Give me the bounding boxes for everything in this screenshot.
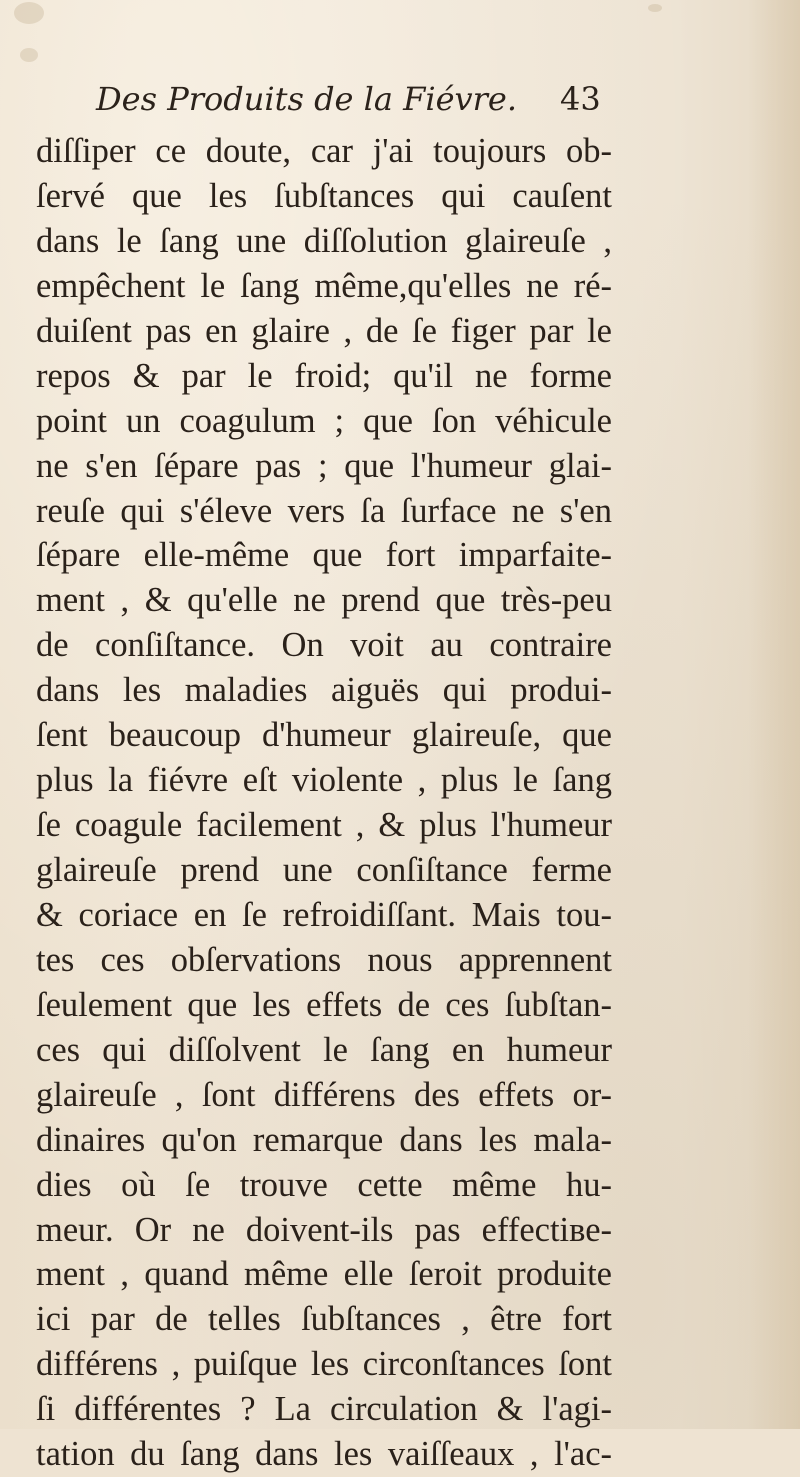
page-edge-shading (748, 0, 800, 1429)
running-head-title: Des Produits de la Fiévre. (96, 80, 517, 118)
text-line: ſent beaucoup d'humeur glaireuſe, que (36, 716, 612, 755)
text-line: reuſe qui s'éleve vers ſa ſurface ne s'en (36, 491, 612, 530)
paper-stain (20, 48, 38, 62)
text-line: dans les maladies aiguës qui produi- (36, 671, 612, 710)
text-line: point un coagulum ; que ſon véhicule (36, 401, 612, 440)
text-line: différens , puiſque les circonſtances ſont (36, 1345, 612, 1384)
text-line: ces qui diſſolvent le ſang en humeur (36, 1030, 612, 1069)
text-line: ſi différentes ? La circulation & l'agi- (36, 1390, 612, 1429)
text-line: glaireuſe prend une conſiſtance ferme (36, 851, 612, 889)
paper-stain (648, 4, 662, 12)
text-line: empêchent le ſang même,qu'elles ne ré- (36, 266, 612, 305)
text-line: meur. Or ne doivent-ils pas effectiве- (36, 1210, 612, 1249)
text-line: ſervé que les ſubſtances qui cauſent (36, 176, 612, 215)
body-text (36, 129, 612, 1477)
text-line: dies où ſe trouve cette même hu- (36, 1165, 612, 1204)
text-line: de conſiſtance. On voit au contraire (36, 626, 612, 665)
text-line: dans le ſang une diſſolution glaireuſe , (36, 221, 612, 260)
text-line: diſſiper ce doute, car j'ai toujours ob- (36, 132, 612, 170)
text-line: dinaires qu'on remarque dans les mala- (36, 1120, 612, 1159)
text-line: ſe coagule facilement , & plus l'humeur (36, 806, 612, 845)
text-line: ment , & qu'elle ne prend que très-peu (36, 581, 612, 620)
text-line: duiſent pas en glaire , de ſe figer par le (36, 311, 612, 350)
text-line: ici par de telles ſubſtances , être fort (36, 1300, 612, 1339)
page-number: 43 (560, 80, 601, 118)
text-line: ſeulement que les effets de ces ſubſtan- (36, 985, 612, 1024)
text-line: ment , quand même elle ſeroit produite (36, 1255, 612, 1294)
text-line: glaireuſe , ſont différens des effets or- (36, 1075, 612, 1114)
text-line: plus la fiévre eſt violente , plus le ſang (36, 761, 612, 800)
text-line: repos & par le froid; qu'il ne forme (36, 356, 612, 395)
running-head (96, 80, 616, 122)
text-line: tation du ſang dans les vaiſſeaux , l'ac- (36, 1435, 612, 1474)
text-line: ſépare elle-même que fort imparfaite- (36, 536, 612, 575)
text-line: tes ces obſervations nous apprennent (36, 940, 612, 979)
paper-stain (14, 2, 44, 24)
text-line: ne s'en ſépare pas ; que l'humeur glai- (36, 446, 612, 485)
text-line: & coriace en ſe refroidiſſant. Mais tou- (36, 895, 612, 934)
